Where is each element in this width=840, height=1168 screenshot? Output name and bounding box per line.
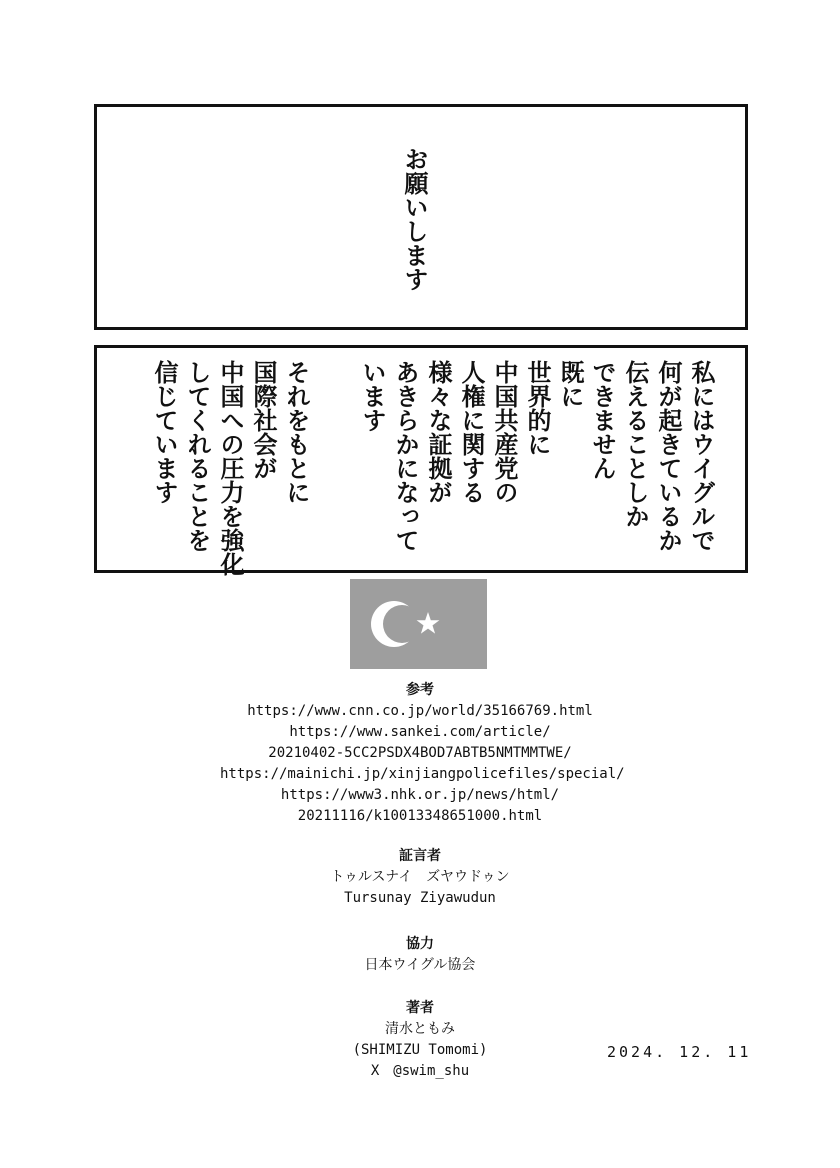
- bottom-panel: [94, 345, 748, 576]
- publication-date: 2024. 12. 11: [607, 1043, 752, 1061]
- witness-heading: 証言者: [399, 848, 441, 864]
- plea-text: お願いします: [400, 147, 428, 291]
- message-line: あきらかになって: [391, 360, 419, 552]
- witness-section: [220, 846, 620, 909]
- message-line: 国際社会が: [249, 360, 277, 480]
- message-line: 既に: [556, 360, 584, 408]
- message-line: 中国共産党の: [490, 360, 518, 504]
- message-line: してくれることを: [183, 360, 211, 552]
- references-section: [220, 680, 625, 827]
- cooperation-section: [220, 934, 620, 976]
- reference-link[interactable]: https://mainichi.jp/xinjiangpolicefiles/special/: [220, 766, 625, 782]
- east-turkestan-flag: [350, 579, 487, 669]
- message-group-2: [355, 360, 586, 552]
- message-line: 何が起きているか: [654, 360, 682, 552]
- message-line: 私にはウイグルで: [687, 360, 715, 552]
- message-line: 世界的に: [523, 360, 551, 456]
- message-group-3: [147, 360, 312, 576]
- top-panel-text: [397, 147, 430, 291]
- author-name-ja: 清水ともみ: [385, 1021, 455, 1037]
- reference-link[interactable]: 20210402-5CC2PSDX4BOD7ABTB5NMTMMTWE/: [268, 745, 572, 761]
- message-group-1: [585, 360, 717, 552]
- reference-link[interactable]: https://www.sankei.com/article/: [289, 724, 551, 740]
- message-line: います: [358, 360, 386, 432]
- message-line: 伝えることしか: [621, 360, 649, 528]
- message-line: できません: [588, 360, 616, 480]
- reference-link[interactable]: 20211116/k10013348651000.html: [297, 808, 543, 824]
- witness-name-en: Tursunay Ziyawudun: [344, 890, 496, 906]
- author-name-en: (SHIMIZU Tomomi): [352, 1042, 488, 1058]
- cooperation-org: 日本ウイグル協会: [364, 957, 476, 973]
- top-panel: [94, 104, 748, 330]
- message-line: 中国への圧力を強化: [216, 360, 244, 576]
- references-heading: 参考: [406, 682, 434, 698]
- author-handle[interactable]: X @swim_shu: [370, 1063, 470, 1079]
- witness-name-ja: トゥルスナイ ズヤウドゥン: [330, 869, 510, 885]
- message-line: それをもとに: [282, 360, 310, 504]
- message-line: 信じています: [150, 360, 178, 504]
- author-heading: 著者: [406, 1000, 434, 1016]
- author-section: [220, 998, 620, 1082]
- crescent-star-icon: [350, 579, 487, 669]
- cooperation-heading: 協力: [406, 936, 434, 952]
- reference-link[interactable]: https://www.cnn.co.jp/world/35166769.html: [247, 703, 593, 719]
- message-line: 人権に関する: [457, 360, 485, 504]
- message-line: 様々な証拠が: [424, 360, 452, 504]
- reference-link[interactable]: https://www3.nhk.or.jp/news/html/: [280, 787, 560, 803]
